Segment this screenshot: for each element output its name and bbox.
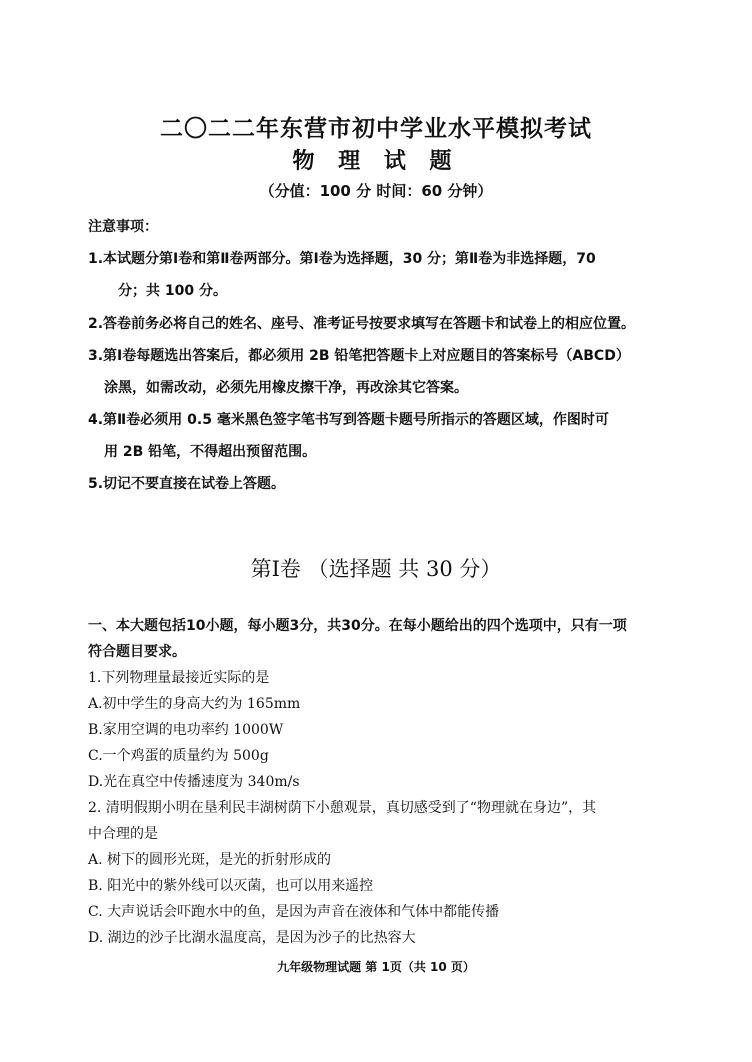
- note-item-2: 2.答卷前务必将自己的姓名、座号、准考证号按要求填写在答题卡和试卷上的相应位置。: [88, 316, 636, 332]
- note-item-5: 5.切记不要直接在试卷上答题。: [88, 476, 286, 492]
- exam-title: 二〇二二年东营市初中学业水平模拟考试: [160, 115, 592, 142]
- q2-option-a: A. 树下的圆形光斑，是光的折射形成的: [88, 852, 332, 868]
- note-item-4: 4.第Ⅱ卷必须用 0.5 毫米黑色签字笔书写到答题卡题号所指示的答题区域，作图时可: [88, 412, 609, 428]
- q1-option-a: A.初中学生的身高大约为 165mm: [88, 696, 301, 712]
- q2-option-c: C. 大声说话会吓跑水中的鱼，是因为声音在液体和气体中都能传播: [88, 904, 500, 920]
- notes-heading: 注意事项：: [88, 219, 158, 235]
- section-instruction-cont: 符合题目要求。: [88, 644, 186, 660]
- page-footer: 九年级物理试题 第 1页（共 10 页）: [277, 960, 475, 974]
- section-title: 第Ⅰ卷 （选择题 共 30 分）: [250, 557, 502, 581]
- q2-stem: 2. 清明假期小明在垦利民丰湖树荫下小憩观景，真切感受到了“物理就在身边”，其: [88, 800, 597, 816]
- q2-option-d: D. 湖边的沙子比湖水温度高，是因为沙子的比热容大: [88, 930, 416, 946]
- q1-stem: 1.下列物理量最接近实际的是: [88, 670, 270, 686]
- q2-option-b: B. 阳光中的紫外线可以灭菌，也可以用来遥控: [88, 878, 374, 894]
- note-item-1: 1.本试题分第Ⅰ卷和第Ⅱ卷两部分。第Ⅰ卷为选择题，30 分；第Ⅱ卷为非选择题，70: [88, 251, 596, 267]
- note-item-1-cont: 分；共 100 分。: [118, 283, 227, 299]
- q1-option-c: C.一个鸡蛋的质量约为 500g: [88, 748, 269, 764]
- q2-stem-cont: 中合理的是: [88, 826, 158, 842]
- note-item-3-cont: 涂黑，如需改动，必须先用橡皮擦干净，再改涂其它答案。: [104, 380, 468, 396]
- subject-title: 物 理 试 题: [292, 148, 460, 174]
- section-instruction: 一、本大题包括10小题，每小题3分，共30分。在每小题给出的四个选项中，只有一项: [88, 618, 627, 634]
- score-time-info: （分值：100 分 时间：60 分钟）: [259, 182, 493, 200]
- note-item-3: 3.第Ⅰ卷每题选出答案后，都必须用 2B 铅笔把答题卡上对应题目的答案标号（ABCD）: [88, 348, 630, 364]
- note-item-4-cont: 用 2B 铅笔，不得超出预留范围。: [104, 444, 317, 460]
- q1-option-d: D.光在真空中传播速度为 340m/s: [88, 774, 300, 790]
- q1-option-b: B.家用空调的电功率约 1000W: [88, 722, 284, 738]
